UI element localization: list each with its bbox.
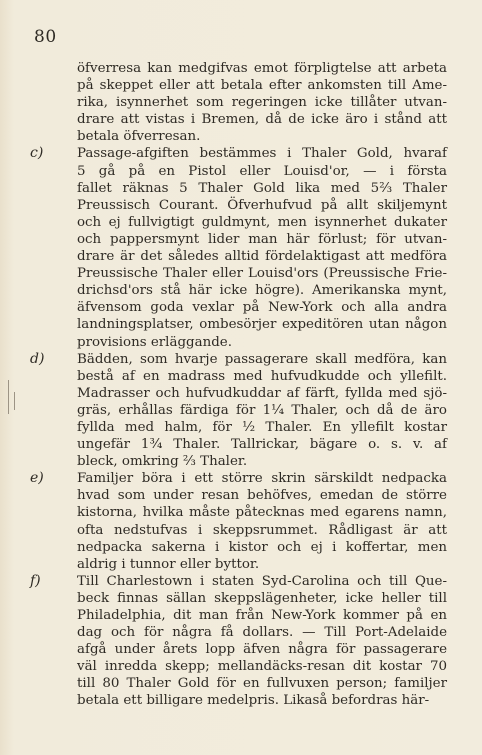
- paragraph: [30, 145, 450, 350]
- body-text: [30, 60, 450, 710]
- paragraph-marker: f): [30, 572, 41, 589]
- text-line: och pappersmynt lider man här förlust; för utvan-: [77, 231, 447, 247]
- text-line: drare är det således alltid fördelaktigast att medföra: [77, 249, 447, 265]
- text-line: aldrig i tunnor eller byttor.: [77, 556, 260, 572]
- paragraph: [30, 60, 450, 145]
- paragraph-marker: e): [30, 470, 44, 487]
- margin-mark: [8, 380, 9, 414]
- text-line: äfvensom goda vexlar på New-York och alla andra: [77, 300, 447, 316]
- text-line: fyllda med halm, för ¹⁄₂ Thaler. En yllefilt kostar: [77, 419, 447, 435]
- text-line: fallet räknas 5 Thaler Gold lika med 5²⁄₃ Thaler: [77, 180, 447, 196]
- text-line: Bädden, som hvarje passagerare skall medföra, kan: [77, 351, 447, 367]
- text-line: provisions erläggande.: [77, 334, 232, 350]
- paragraph: [30, 470, 450, 573]
- text-line: Preussische Thaler eller Louisd'ors (Preussische Frie-: [77, 266, 447, 282]
- paragraph: [30, 351, 450, 471]
- text-line: ungefär 1³⁄₄ Thaler. Tallrickar, bägare o. s. v. af: [77, 437, 447, 453]
- text-line: på skeppet eller att betala efter ankomsten till Ame-: [77, 78, 447, 94]
- text-line: Madrasser och hufvudkuddar af färft, fyllda med sjö-: [77, 385, 447, 401]
- text-line: kistorna, hvilka måste påtecknas med egarens namn,: [77, 505, 447, 521]
- paragraph-marker: d): [30, 350, 45, 367]
- text-line: afgå under årets lopp äfven några för passagerare: [77, 642, 447, 658]
- text-line: drare att vistas i Bremen, då de icke äro i stånd att: [77, 112, 447, 128]
- text-line: bestå af en madrass med hufvudkudde och yllefilt.: [77, 368, 447, 384]
- text-line: Passage-afgiften bestämmes i Thaler Gold, hvaraf: [77, 146, 447, 162]
- text-line: väl inredda skepp; mellandäcks-resan dit kostar 70: [77, 659, 447, 675]
- text-line: betala ett billigare medelpris. Likaså befordras här-: [77, 693, 430, 709]
- text-line: beck finnas sällan skeppslägenheter, icke heller till: [77, 590, 447, 606]
- text-line: drichsd'ors stå här icke högre). Amerikanska mynt,: [77, 283, 447, 299]
- text-line: Preussisch Courant. Öfverhufvud på allt skiljemynt: [77, 197, 447, 213]
- text-line: och ej fullvigtigt guldmynt, men isynnerhet dukater: [77, 214, 447, 230]
- text-line: Till Charlestown i staten Syd-Carolina och till Que-: [77, 573, 447, 589]
- text-line: ofta nedstufvas i skeppsrummet. Rådligast är att: [77, 522, 447, 538]
- text-line: bleck, omkring ²⁄₃ Thaler.: [77, 454, 248, 470]
- paragraph: [30, 573, 450, 710]
- text-line: landningsplatser, ombesörjer expeditören utan någon: [77, 317, 447, 333]
- paragraph-marker: c): [30, 145, 44, 162]
- text-line: dag och för några få dollars. — Till Port-Adelaide: [77, 625, 447, 641]
- text-line: till 80 Thaler Gold för en fullvuxen person; familjer: [77, 676, 447, 692]
- text-line: Philadelphia, dit man från New-York kommer på en: [77, 608, 447, 623]
- text-line: öfverresa kan medgifvas emot förpligtelse att arbeta: [77, 61, 447, 76]
- text-line: hvad som under resan behöfves, emedan de större: [77, 488, 447, 504]
- text-line: gräs, erhållas färdiga för 1¹⁄₄ Thaler, och då de äro: [77, 402, 447, 418]
- text-line: betala öfverresan.: [77, 129, 201, 145]
- text-line: 5 gå på en Pistol eller Louisd'or, — i första: [77, 163, 447, 179]
- margin-mark: [14, 392, 15, 410]
- page-number: 80: [34, 27, 57, 47]
- text-line: Familjer böra i ett större skrin särskildt nedpacka: [77, 471, 447, 487]
- text-line: nedpacka sakerna i kistor och ej i koffertar, men: [77, 539, 447, 555]
- text-line: rika, isynnerhet som regeringen icke tillåter utvan-: [77, 95, 447, 111]
